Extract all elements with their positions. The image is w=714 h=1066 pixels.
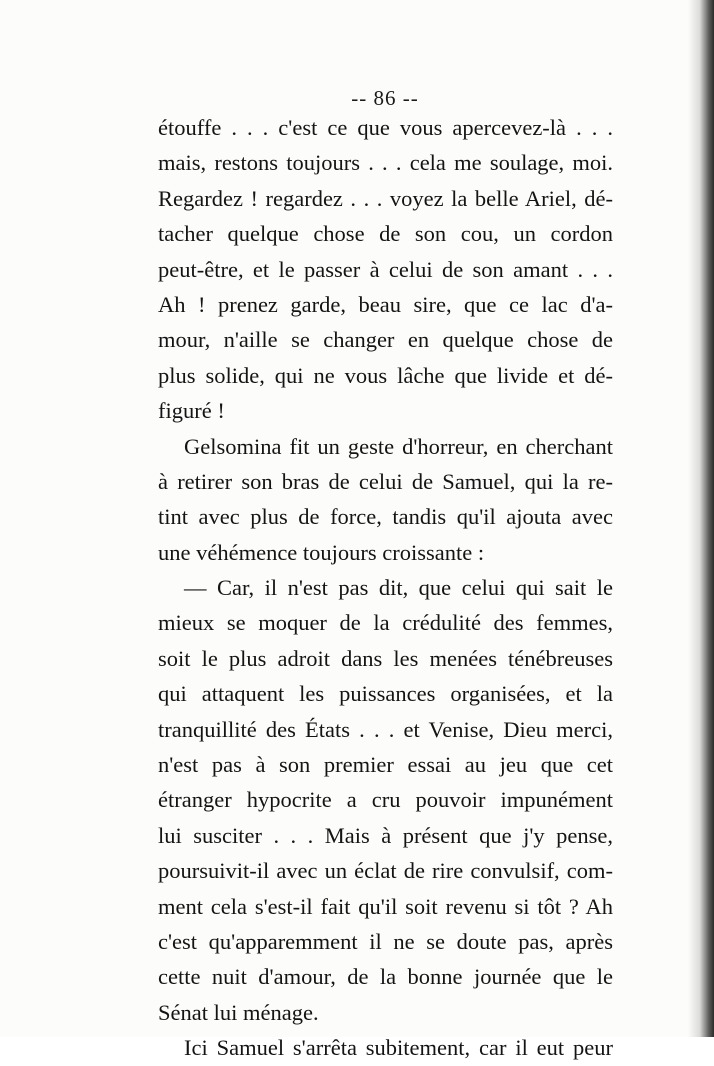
page-number: -- 86 -- xyxy=(351,86,419,110)
binding-shadow xyxy=(688,0,714,1037)
text-line: c'est qu'apparemment il ne se doute pas, après xyxy=(158,928,613,954)
text-line: Sénat lui ménage. xyxy=(158,999,319,1025)
text-line: à retirer son bras de celui de Samuel, qui la re- xyxy=(158,468,613,494)
text-line: mieux se moquer de la crédulité des femmes, xyxy=(158,610,613,636)
text-line: mour, n'aille se changer en quelque chose de xyxy=(158,327,613,353)
text-line: — Car, il n'est pas dit, que celui qui sait le xyxy=(184,575,613,601)
text-line: n'est pas à son premier essai au jeu que cet xyxy=(158,752,613,778)
text-line: étouffe . . . c'est ce que vous apercevez-là . . . xyxy=(158,115,613,140)
text-line: tranquillité des États . . . et Venise, Dieu merci, xyxy=(158,716,613,742)
text-line: mais, restons toujours . . . cela me soulage, moi. xyxy=(158,150,613,176)
text-line: ment cela s'est-il fait qu'il soit revenu si tôt ? Ah xyxy=(158,893,613,919)
text-line: poursuivit-il avec un éclat de rire convulsif, com- xyxy=(158,858,613,884)
text-line: plus solide, qui ne vous lâche que livide et dé- xyxy=(158,362,613,388)
text-line: figuré ! xyxy=(158,398,225,424)
body-text xyxy=(158,110,613,1066)
text-line: Ah ! prenez garde, beau sire, que ce lac d'a- xyxy=(158,291,613,317)
text-line: Gelsomina fit un geste d'horreur, en cherchant xyxy=(184,433,613,459)
text-line: étranger hypocrite a cru pouvoir impunément xyxy=(158,787,613,813)
text-line: qui attaquent les puissances organisées, et la xyxy=(158,681,613,707)
text-line: tacher quelque chose de son cou, un cordon xyxy=(158,221,613,247)
text-line: peut-être, et le passer à celui de son amant . . . xyxy=(158,256,613,282)
text-line: lui susciter . . . Mais à présent que j'y pense, xyxy=(158,822,613,848)
text-line: Regardez ! regardez . . . voyez la belle Ariel, dé- xyxy=(158,185,613,211)
text-line: une véhémence toujours croissante : xyxy=(158,539,485,565)
text-line: Ici Samuel s'arrêta subitement, car il eut peur xyxy=(184,1035,613,1061)
text-line: soit le plus adroit dans les menées ténébreuses xyxy=(158,645,613,671)
text-line: tint avec plus de force, tandis qu'il ajouta avec xyxy=(158,504,613,530)
text-line: cette nuit d'amour, de la bonne journée que le xyxy=(158,964,613,990)
